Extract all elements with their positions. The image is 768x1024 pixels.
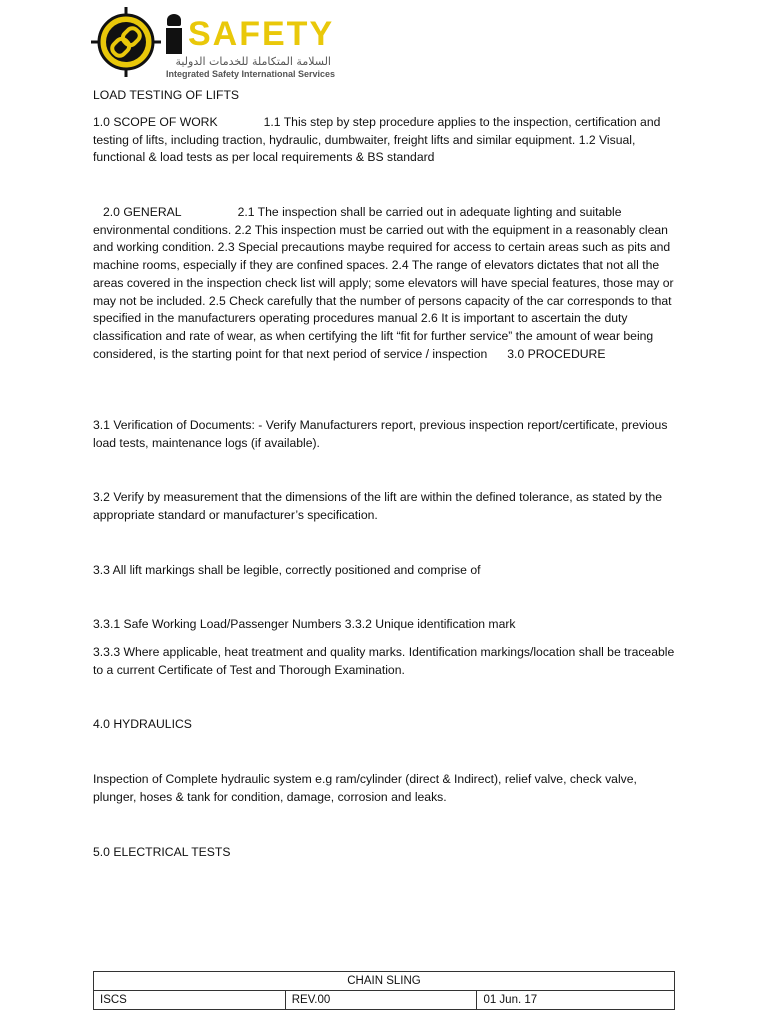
hydraulics-text: Inspection of Complete hydraulic system e.g ram/cylinder (direct & Indirect), relief valve, check valve, plunger, hoses & tank for condition, damage, corrosion and leaks.: [93, 772, 637, 804]
general-heading: 2.0 GENERAL: [103, 205, 182, 219]
company-logo: [90, 6, 340, 78]
logo-text: [166, 8, 335, 79]
paragraph-3-1: 3.1 Verification of Documents: - Verify Manufacturers report, previous inspection report/certificate, previous load tests, maintenance logs (if available).: [93, 418, 668, 450]
scope-heading: 1.0 SCOPE OF WORK: [93, 115, 218, 129]
paragraph-3-2: 3.2 Verify by measurement that the dimensions of the lift are within the defined tolerance, as stated by the appropriate standard or manufacturer’s specification.: [93, 490, 663, 522]
footer-date: 01 Jun. 17: [477, 991, 675, 1010]
procedure-heading: 3.0 PROCEDURE: [507, 346, 606, 361]
document-title: LOAD TESTING OF LIFTS: [93, 88, 240, 102]
scope-section: [93, 114, 683, 167]
paragraph-3-3: 3.3 All lift markings shall be legible, correctly positioned and comprise of: [93, 563, 481, 577]
brand-tagline: Integrated Safety International Services: [166, 69, 336, 79]
brand-i-glyph: [166, 14, 184, 54]
paragraph-3-3-1: 3.3.1 Safe Working Load/Passenger Numbers 3.3.2 Unique identification mark: [93, 617, 516, 631]
footer-title-row: [94, 972, 675, 991]
footer-revision: REV.00: [285, 991, 477, 1010]
chain-link-logo-icon: [90, 6, 162, 78]
brand-name: SAFETY: [188, 15, 335, 53]
footer-company: ISCS: [94, 991, 286, 1010]
hydraulics-heading: 4.0 HYDRAULICS: [93, 717, 192, 731]
electrical-tests-heading: 5.0 ELECTRICAL TESTS: [93, 845, 231, 859]
document-footer-table: [93, 971, 675, 1010]
general-text: 2.1 The inspection shall be carried out in adequate lighting and suitable environmental conditions. 2.2 This inspection must be carried out with the equipment in a reasonably clean and working condition. 2.3 Special precautions maybe required for access to certain areas such as pits and machine rooms, especially if they are confined spaces. 2.4 The range of elevators dictates that not all the areas covered in the inspection check list will apply; some elevators will have special features, those may or may not be included. 2.5 Check carefully that the number of persons capacity of the car corresponds to that specified in the manufacturers operating procedures manual 2.6 It is important to ascertain the duty classification and rate of wear, as when certifying the lift “fit for further service” the amount of wear being considered, is the starting point for that next period of service / inspection: [93, 205, 674, 361]
scope-text: 1.1 This step by step procedure applies to the inspection, certification and testing of lifts, including traction, hydraulic, dumbwaiter, freight lifts and similar equipment. 1.2 Visual, functional & load tests as per local requirements & BS standard: [93, 115, 661, 165]
brand-arabic-name: السلامة المتكاملة للخدمات الدولية: [175, 55, 331, 68]
footer-info-row: [94, 991, 675, 1010]
brand-wordmark: [166, 8, 335, 54]
general-section: [93, 204, 683, 363]
paragraph-3-3-3: 3.3.3 Where applicable, heat treatment and quality marks. Identification markings/location shall be traceable to a current Certificate of Test and Thorough Examination.: [93, 645, 675, 677]
footer-title: CHAIN SLING: [94, 972, 675, 991]
